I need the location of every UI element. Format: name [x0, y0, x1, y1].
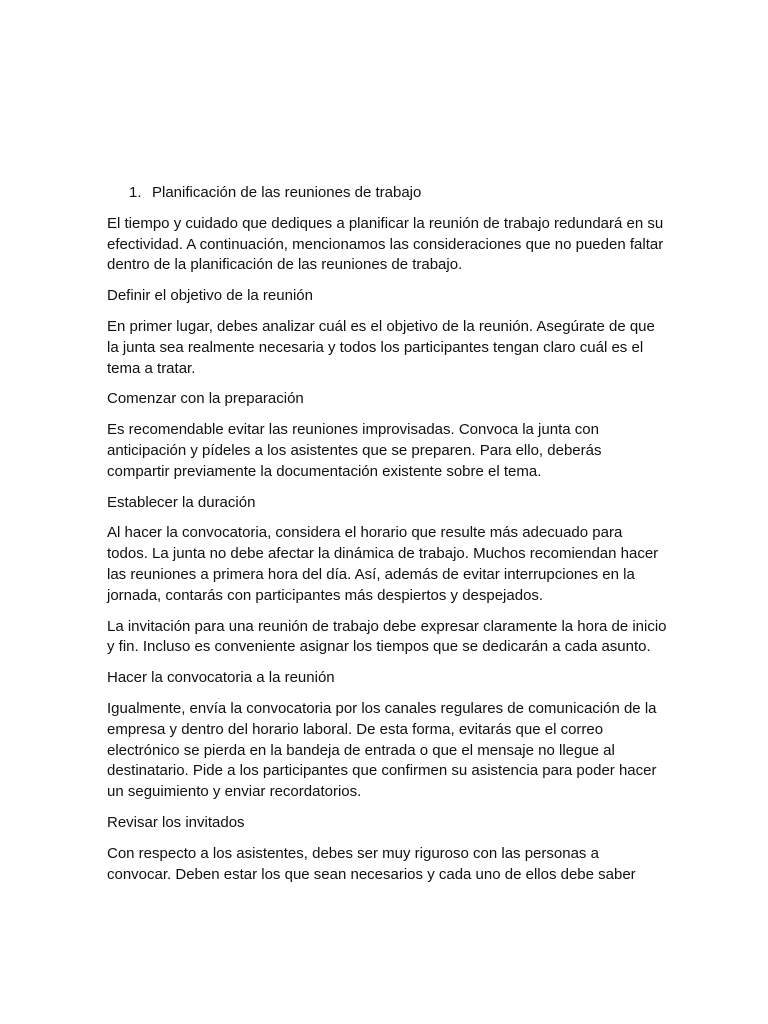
invitados-paragraph: Con respecto a los asistentes, debes ser muy riguroso con las personas a convocar. Deben estar los que sean necesarios y cada uno de ellos debe saber — [107, 844, 636, 883]
numbered-list-item — [129, 183, 667, 204]
section-heading-invitados: Revisar los invitados — [107, 813, 245, 831]
invitacion-paragraph: La invitación para una reunión de trabajo debe expresar claramente la hora de inicio y fin. Incluso es conveniente asignar los tiempos que se dedicarán a cada asunto. — [107, 617, 667, 656]
preparacion-paragraph: Es recomendable evitar las reuniones improvisadas. Convoca la junta con anticipación y pídeles a los asistentes que se preparen. Para ello, deberás compartir previamente la documentación existente sobre el tema. — [107, 421, 602, 480]
duracion-paragraph: Al hacer la convocatoria, considera el horario que resulte más adecuado para todos. La junta no debe afectar la dinámica de trabajo. Muchos recomiendan hacer las reuniones a primera hora del día. Así, además de evitar interrupciones en la jornada, contarás con participantes más despiertos y despejados. — [107, 524, 659, 604]
section-heading-objetivo: Definir el objetivo de la reunión — [107, 287, 313, 305]
section-heading-convocatoria: Hacer la convocatoria a la reunión — [107, 669, 335, 687]
objetivo-paragraph: En primer lugar, debes analizar cuál es el objetivo de la reunión. Asegúrate de que la junta sea realmente necesaria y todos los participantes tengan claro cuál es el tema a tratar. — [107, 317, 655, 377]
convocatoria-paragraph: Igualmente, envía la convocatoria por los canales regulares de comunicación de la empresa y dentro del horario laboral. De esta forma, evitarás que el correo electrónico se pierda en la bandeja de entrada o que el mensaje no llegue al destinatario. Pide a los participantes que confirmen su asistencia para poder hacer un seguimiento y enviar recordatorios. — [107, 699, 657, 801]
list-item-title: Planificación de las reuniones de trabajo — [152, 184, 422, 201]
list-number: 1. — [129, 184, 142, 201]
section-heading-preparacion: Comenzar con la preparación — [107, 390, 304, 408]
section-heading-duracion: Establecer la duración — [107, 493, 256, 511]
intro-paragraph: El tiempo y cuidado que dediques a planificar la reunión de trabajo redundará en su efectividad. A continuación, mencionamos las consideraciones que no pueden faltar dentro de la planificación de las reuniones de trabajo. — [107, 214, 664, 274]
document-content — [107, 183, 667, 895]
